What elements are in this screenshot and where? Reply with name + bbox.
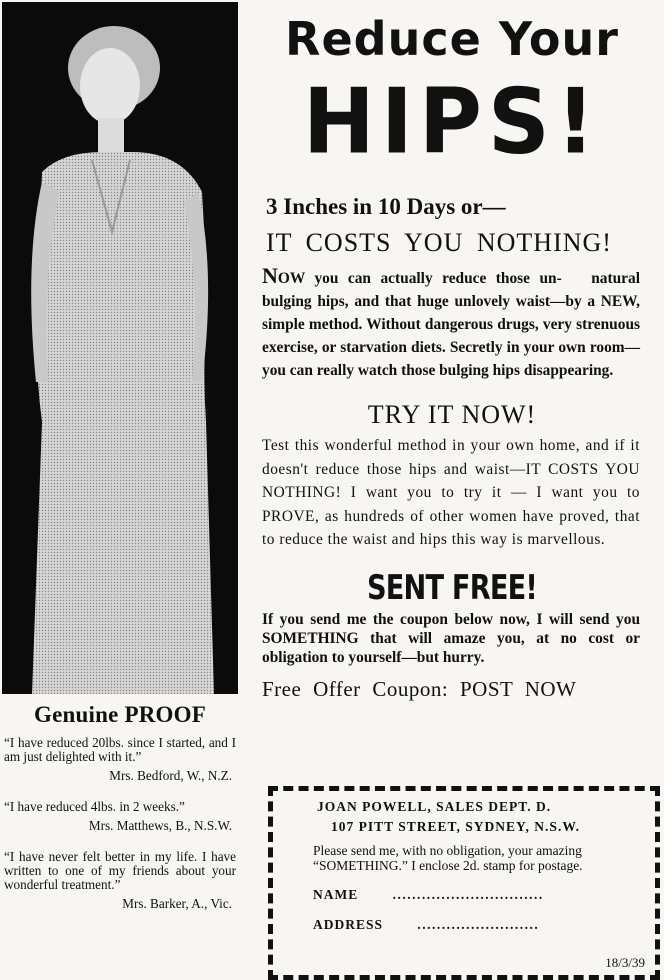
coupon-date: 18/3/39 bbox=[605, 955, 645, 970]
sent-free-heading: SENT FREE! bbox=[366, 567, 538, 608]
sent-paragraph: If you send me the coupon below now, I will send you SOMETHING that will amaze you, at no cost or obligation to yourself—but hurry. bbox=[262, 610, 640, 666]
woman-in-evening-gown-photo-icon bbox=[2, 2, 238, 694]
intro-paragraph bbox=[262, 264, 640, 382]
headline-line2: HIPS! bbox=[302, 69, 602, 175]
name-dots: ............................... bbox=[392, 887, 544, 902]
coupon-message: Please send me, with no obligation, your amazing “SOMETHING.” I enclose 2d. stamp for postage. bbox=[313, 843, 583, 873]
testimonial-quote: “I have reduced 20lbs. since I started, and I am just delighted with it.” bbox=[4, 735, 236, 764]
coupon-box[interactable] bbox=[268, 786, 660, 980]
coupon-header: Free Offer Coupon: POST NOW bbox=[262, 676, 577, 701]
intro-dropcap: N bbox=[262, 263, 278, 288]
subhead-line1: 3 Inches in 10 Days or— bbox=[266, 194, 506, 219]
intro-rest: natural bulging hips, and that huge unlovely waist—by a NEW, simple method. Without dangerous drugs, very strenuous exercise, or starvation diets. Secretly in your own room—you can really watch those bulging hips disappearing. bbox=[262, 270, 640, 379]
intro-first-line: OW you can actually reduce those un- bbox=[277, 270, 562, 287]
ad-copy-column bbox=[258, 0, 646, 702]
headline-line1: Reduce Your bbox=[285, 12, 619, 66]
testimonial-quote: “I have never felt better in my life. I have written to one of my friends about your wonderful treatment.” bbox=[4, 849, 236, 892]
address-label: ADDRESS bbox=[313, 917, 384, 932]
address-dots: ......................... bbox=[417, 917, 540, 932]
try-heading: TRY IT NOW! bbox=[367, 400, 537, 429]
subhead-line2: IT COSTS YOU NOTHING! bbox=[266, 228, 612, 257]
testimonial-signature: Mrs. Bedford, W., N.Z. bbox=[109, 768, 232, 783]
testimonial-signature: Mrs. Barker, A., Vic. bbox=[122, 896, 232, 911]
name-field[interactable] bbox=[313, 887, 633, 903]
try-paragraph: Test this wonderful method in your own home, and if it doesn't reduce those hips and waist—IT COSTS YOU NOTHING! I want you to try it — I want you to PROVE, as hundreds of other women have proved, that to reduce the waist and hips this way is marvellous. bbox=[262, 437, 640, 548]
name-label: NAME bbox=[313, 887, 359, 902]
testimonial-signature: Mrs. Matthews, B., N.S.W. bbox=[88, 818, 232, 833]
testimonial-quote: “I have reduced 4lbs. in 2 weeks.” bbox=[4, 799, 185, 814]
model-photo bbox=[2, 2, 238, 694]
proof-heading: Genuine PROOF bbox=[34, 702, 206, 727]
testimonials-column bbox=[4, 696, 236, 928]
address-field[interactable] bbox=[313, 917, 633, 933]
coupon-content bbox=[313, 799, 633, 933]
coupon-address: 107 PITT STREET, SYDNEY, N.S.W. bbox=[331, 819, 580, 834]
coupon-recipient: JOAN POWELL, SALES DEPT. D. bbox=[317, 799, 552, 814]
